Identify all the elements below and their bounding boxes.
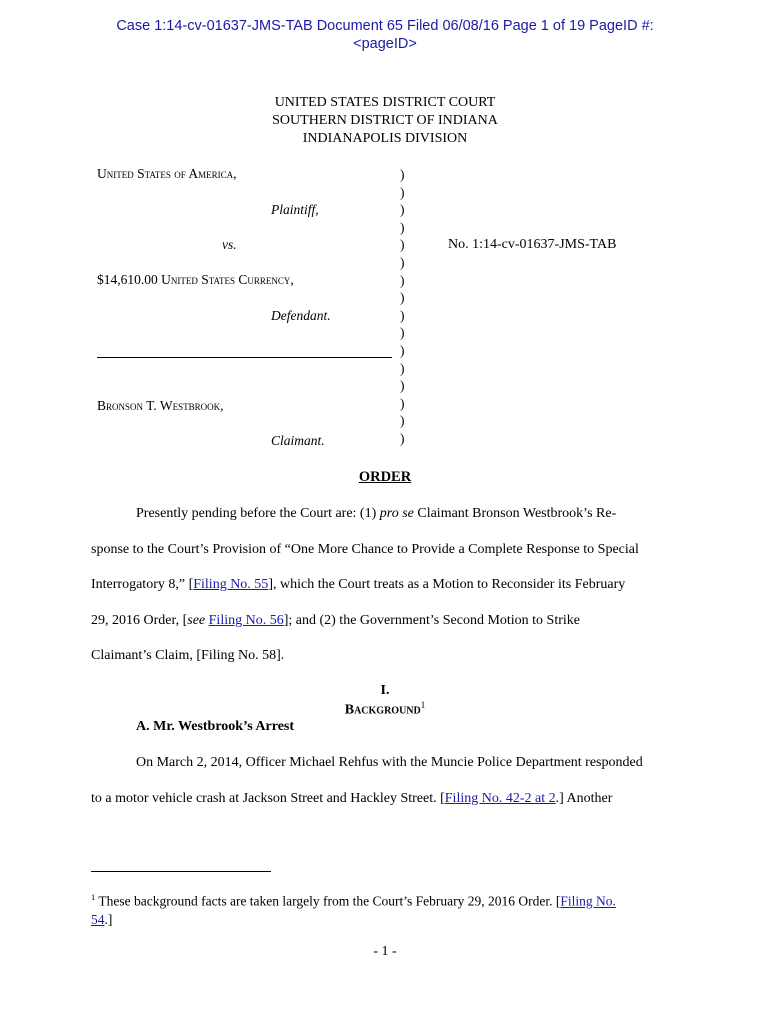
filing-54-link-part1[interactable]: Filing No. [560, 893, 616, 909]
para1-line5: Claimant’s Claim, [Filing No. 58]. [91, 648, 285, 663]
caption-paren: ) [400, 430, 405, 446]
court-district: SOUTHERN DISTRICT OF INDIANA [272, 113, 498, 128]
defendant-amount: $14,610.00 [97, 272, 162, 287]
caption-paren: ) [400, 378, 405, 394]
plaintiff-name: United States of America, [97, 166, 237, 181]
para1-line2: sponse to the Court’s Provision of “One More Chance to Provide a Complete Response to Special [91, 541, 639, 557]
plaintiff-role: Plaintiff, [271, 202, 319, 217]
caption-paren: ) [400, 237, 405, 253]
caption-divider [97, 357, 392, 358]
caption-paren: ) [400, 184, 405, 200]
caption-paren: ) [400, 325, 405, 341]
case-number: No. 1:14-cv-01637-JMS-TAB [448, 237, 617, 252]
footnote-divider [91, 871, 271, 872]
para1-line3: Interrogatory 8,” [Filing No. 55], which the Court treats as a Motion to Reconsider its February [91, 577, 626, 592]
caption-paren: ) [400, 360, 405, 376]
opening-paragraph [91, 496, 681, 674]
court-name: UNITED STATES DISTRICT COURT [274, 95, 496, 110]
caption-paren: ) [400, 342, 405, 358]
subsection-heading: A. Mr. Westbrook’s Arrest [136, 719, 295, 734]
filing-54-link-part2[interactable]: 54 [91, 911, 105, 927]
footnote-text: $^1$ These background facts are taken largely from the Court’s February 29, 2016 Order. [Filing No. 54.] [91, 892, 616, 927]
caption-paren: ) [400, 254, 405, 270]
section-numeral: I. [380, 683, 390, 698]
caption-paren: ) [400, 167, 405, 182]
filing-56-link[interactable]: Filing No. 56 [208, 612, 284, 628]
page-number: - 1 - [373, 944, 397, 959]
para2-line2: to a motor vehicle crash at Jackson Street and Hackley Street. [Filing No. 42-2 at 2.] Another [91, 790, 613, 806]
caption-paren: ) [400, 307, 405, 323]
caption-paren: ) [400, 413, 405, 429]
claimant-role: Claimant. [271, 433, 325, 448]
caption-paren: ) [400, 219, 405, 235]
section-heading: Background$^1$ [344, 700, 426, 718]
caption-parentheses [400, 166, 405, 448]
claimant-name: Bronson T. Westbrook, [97, 398, 224, 413]
court-division: INDIANAPOLIS DIVISION [302, 131, 468, 146]
para1-line1: Presently pending before the Court are: (1) pro se Claimant Bronson Westbrook’s Re- [136, 506, 617, 521]
para2-line1: On March 2, 2014, Officer Michael Rehfus with the Muncie Police Department responded [136, 755, 643, 770]
document-stamp-line1: Case 1:14-cv-01637-JMS-TAB Document 65 Filed 06/08/16 Page 1 of 19 PageID #: [116, 18, 654, 34]
caption-paren: ) [400, 272, 405, 288]
filing-55-link[interactable]: Filing No. 55 [193, 577, 269, 592]
order-title: ORDER [358, 469, 412, 485]
filing-42-2-link[interactable]: Filing No. 42-2 at 2 [444, 790, 556, 806]
document-stamp-line2: <pageID> [353, 36, 417, 52]
defendant-role: Defendant. [271, 308, 331, 323]
versus-label: vs. [222, 237, 237, 252]
caption-paren: ) [400, 202, 405, 218]
para1-line4: 29, 2016 Order, [see Filing No. 56]; and (2) the Government’s Second Motion to Strike [91, 612, 581, 628]
defendant-currency: United States Currency, [161, 272, 294, 287]
caption-paren: ) [400, 290, 405, 306]
footnote-reference[interactable]: 1 [420, 700, 426, 710]
footnote-number: 1 [91, 892, 96, 902]
caption-paren: ) [400, 395, 405, 411]
arrest-paragraph [91, 745, 681, 816]
defendant-name [97, 272, 294, 288]
